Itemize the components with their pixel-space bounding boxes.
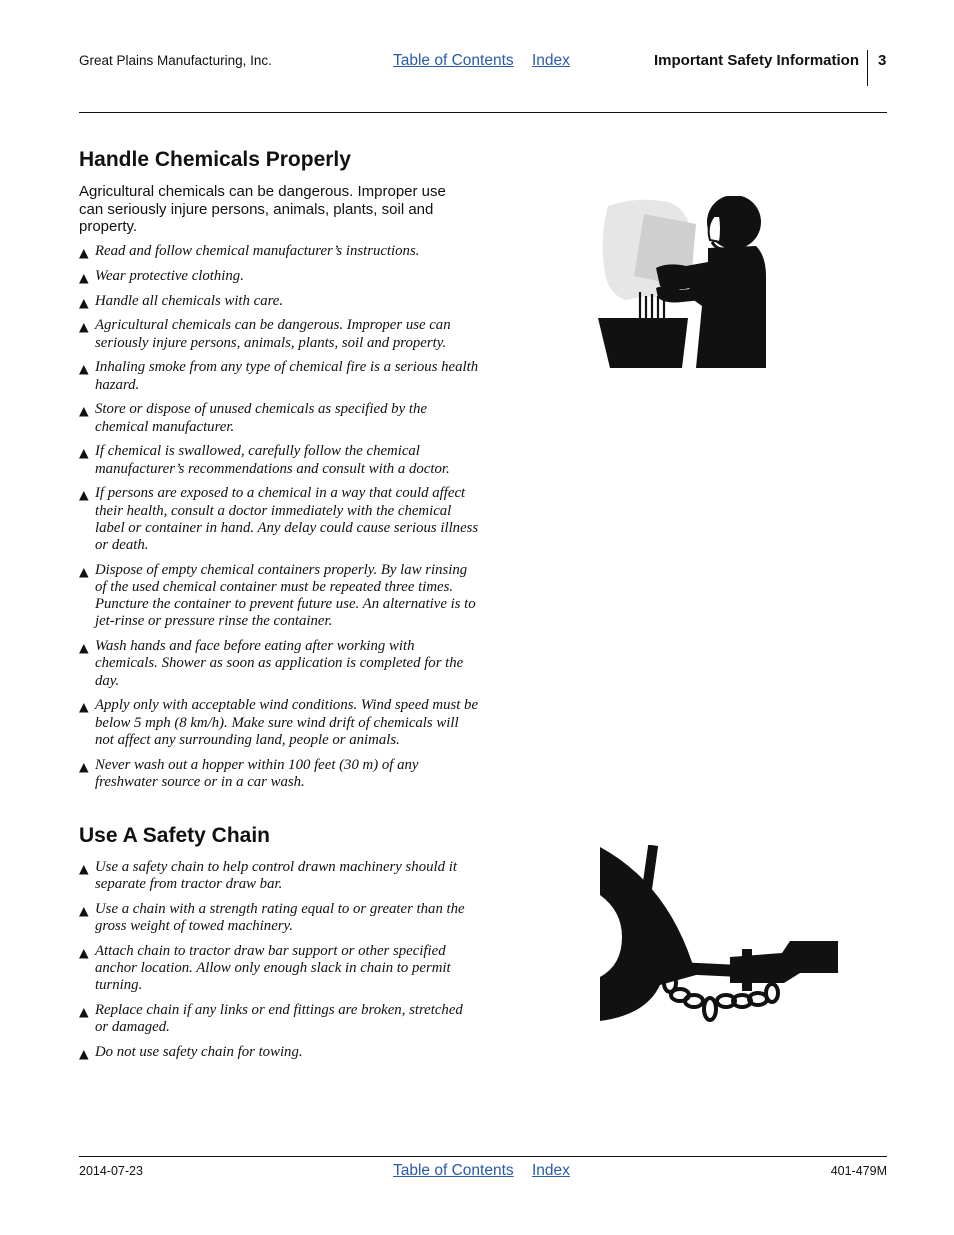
list-item-text: Never wash out a hopper within 100 feet (30 m) of any freshwater source or in a car wash. xyxy=(95,756,419,790)
section-title: Important Safety Information xyxy=(653,52,859,69)
warning-triangle-icon: ▲ xyxy=(79,699,89,715)
footer-index-link[interactable]: Index xyxy=(531,1162,570,1179)
chemicals-heading: Handle Chemicals Properly xyxy=(79,148,351,171)
list-item xyxy=(79,859,479,893)
footer-rule xyxy=(79,1156,887,1157)
list-item xyxy=(79,562,479,631)
page-number: 3 xyxy=(878,52,887,69)
list-item-text: Inhaling smoke from any type of chemical fire is a serious health hazard. xyxy=(95,359,479,393)
warning-triangle-icon: ▲ xyxy=(79,945,89,960)
list-item xyxy=(79,1002,479,1036)
footer-nav xyxy=(393,1162,584,1180)
list-item-text: Agricultural chemicals can be dangerous. Improper use can seriously injure persons, animals, plants, soil and property. xyxy=(95,317,451,351)
person-pouring-chemical-icon xyxy=(596,196,768,370)
warning-triangle-icon: ▲ xyxy=(79,1004,89,1020)
list-item-text: Wear protective clothing. xyxy=(95,267,244,284)
warning-triangle-icon: ▲ xyxy=(79,640,89,656)
list-item xyxy=(79,943,479,995)
list-item xyxy=(79,757,479,791)
list-item xyxy=(79,1044,479,1061)
footer-toc-link[interactable]: Table of Contents xyxy=(393,1162,514,1179)
header-toc-link[interactable]: Table of Contents xyxy=(393,52,514,69)
list-item-text: Attach chain to tractor draw bar support or other specified anchor location. Allow only enough slack in chain to permit turning. xyxy=(95,943,451,994)
warning-triangle-icon: ▲ xyxy=(79,1046,89,1062)
list-item-text: If persons are exposed to a chemical in a way that could affect their health, consult a doctor immediately with the chemical label or container in hand. Any delay could cause serious illness or death. xyxy=(95,485,479,553)
warning-triangle-icon: ▲ xyxy=(79,758,89,774)
list-item-text: Read and follow chemical manufacturer’s instructions. xyxy=(95,243,420,259)
warning-triangle-icon: ▲ xyxy=(79,563,89,579)
company-name: Great Plains Manufacturing, Inc. xyxy=(79,53,272,68)
publication-date: 2014-07-23 xyxy=(79,1164,143,1178)
list-item xyxy=(79,268,479,285)
list-item xyxy=(79,243,479,260)
list-item-text: Do not use safety chain for towing. xyxy=(95,1044,303,1061)
list-item-text: Replace chain if any links or end fittings are broken, stretched or damaged. xyxy=(95,1002,463,1036)
chain-list xyxy=(79,859,479,1069)
warning-triangle-icon: ▲ xyxy=(79,294,89,310)
chemicals-intro: Agricultural chemicals can be dangerous. Improper use can seriously injure persons, animals, plants, soil and property. xyxy=(79,183,446,235)
list-item-text: Store or dispose of unused chemicals as specified by the chemical manufacturer. xyxy=(95,401,427,435)
warning-triangle-icon: ▲ xyxy=(79,245,89,260)
warning-triangle-icon: ▲ xyxy=(79,319,89,335)
list-item xyxy=(79,638,479,690)
list-item xyxy=(79,317,479,351)
warning-triangle-icon: ▲ xyxy=(79,403,89,419)
list-item-text: Use a chain with a strength rating equal to or greater than the gross weight of towed machinery. xyxy=(95,901,465,935)
chemicals-list xyxy=(79,243,479,799)
header-nav xyxy=(393,52,584,70)
list-item xyxy=(79,443,479,477)
list-item-text: Apply only with acceptable wind conditions. Wind speed must be below 5 mph (8 km/h). Make sure wind drift of chemicals will not affect any surrounding land, people or animals. xyxy=(95,697,479,748)
list-item-text: Wash hands and face before eating after working with chemicals. Shower as soon as application is completed for the day. xyxy=(95,638,464,689)
list-item xyxy=(79,293,479,310)
chain-heading: Use A Safety Chain xyxy=(79,824,270,847)
list-item-text: If chemical is swallowed, carefully follow the chemical manufacturer’s recommendations and consult with a doctor. xyxy=(95,443,450,477)
list-item xyxy=(79,697,479,749)
list-item xyxy=(79,359,479,393)
list-item xyxy=(79,901,479,935)
warning-triangle-icon: ▲ xyxy=(79,361,89,377)
warning-triangle-icon: ▲ xyxy=(79,903,89,918)
warning-triangle-icon: ▲ xyxy=(79,487,89,503)
safety-chain-hitch-icon xyxy=(600,845,840,1025)
list-item xyxy=(79,401,479,435)
list-item-text: Use a safety chain to help control drawn machinery should it separate from tractor draw bar. xyxy=(95,859,457,893)
document-number: 401-479M xyxy=(830,1164,887,1178)
header-rule xyxy=(79,112,887,113)
header-divider xyxy=(867,50,868,86)
warning-triangle-icon: ▲ xyxy=(79,269,89,285)
warning-triangle-icon: ▲ xyxy=(79,861,89,876)
list-item xyxy=(79,485,479,554)
list-item-text: Dispose of empty chemical containers properly. By law rinsing of the used chemical container must be repeated three times. Puncture the container to prevent future use. An alternative is to jet-rinse or pressure rinse the container. xyxy=(95,561,476,630)
warning-triangle-icon: ▲ xyxy=(79,445,89,461)
list-item-text: Handle all chemicals with care. xyxy=(95,292,284,309)
header-index-link[interactable]: Index xyxy=(531,52,570,69)
